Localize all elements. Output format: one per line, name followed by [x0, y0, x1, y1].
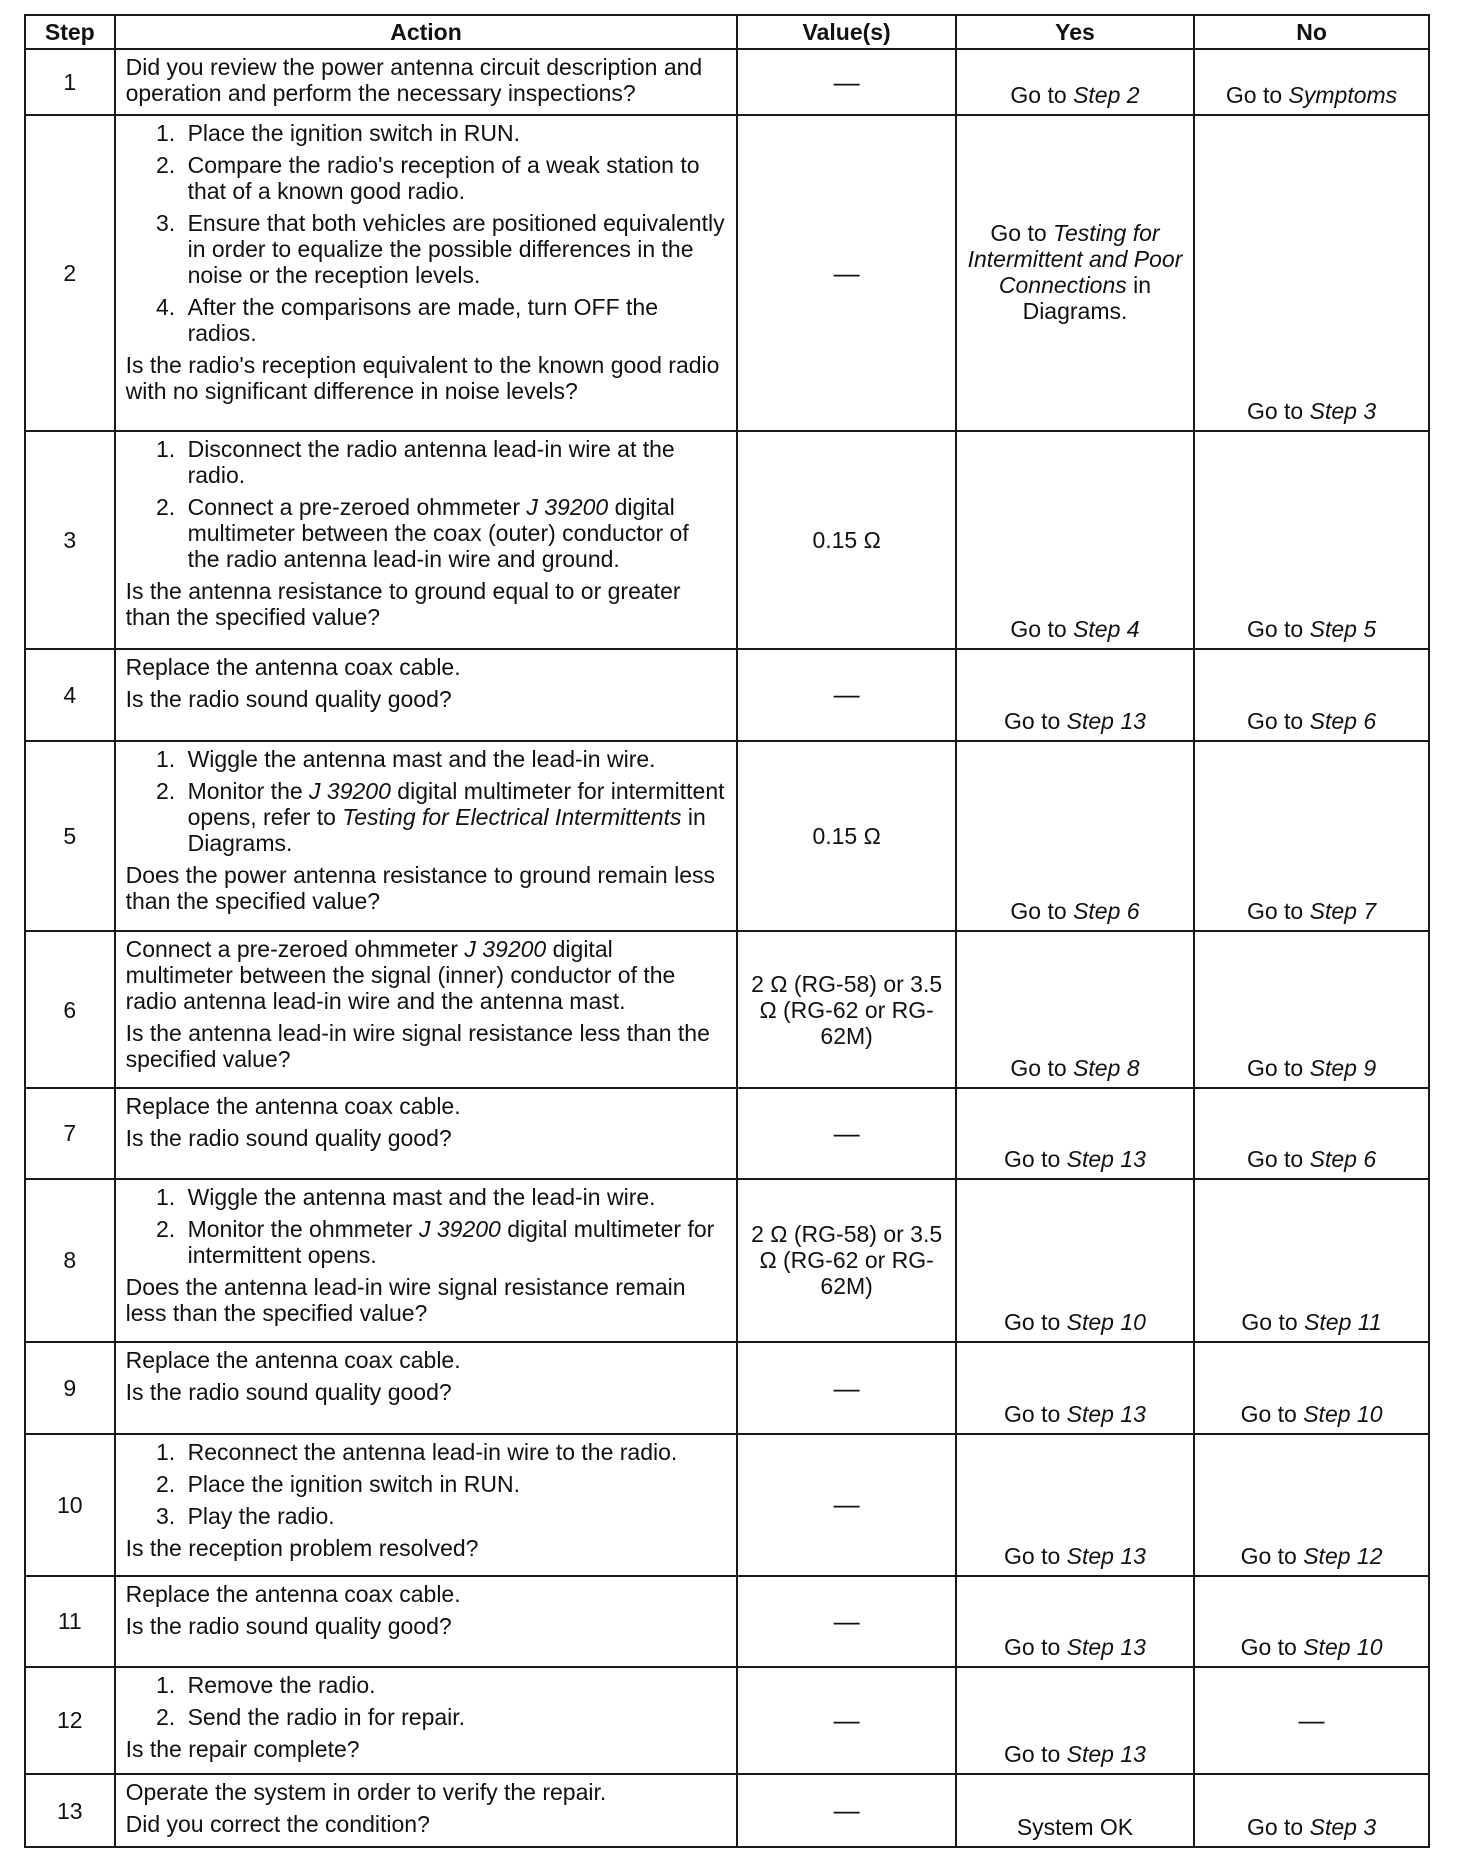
no-step-link[interactable]: Step 6 [1309, 707, 1377, 734]
yes-cell [956, 49, 1194, 115]
no-symptoms-link[interactable]: Symptoms [1288, 82, 1398, 109]
value-cell [737, 1179, 956, 1342]
table-row [25, 1179, 1429, 1342]
value-cell [737, 1667, 956, 1774]
table-row [25, 115, 1429, 430]
no-cell [1194, 1088, 1429, 1179]
yes-step-link[interactable]: Step 6 [1073, 898, 1140, 925]
yes-step-link[interactable]: Step 13 [1066, 707, 1146, 734]
step-number: 9 [25, 1342, 115, 1434]
yes-system-ok: System OK [1016, 1814, 1134, 1840]
yes-step-link[interactable]: Step 13 [1066, 1741, 1146, 1767]
yes-prefix: Go to [1004, 1146, 1067, 1172]
yes-prefix: Go to [1004, 707, 1067, 734]
action-question: Is the radio sound quality good? [125, 686, 452, 713]
action-step-item: 1. Wiggle the antenna mast and the lead-in wire. [182, 746, 727, 772]
action-step-item: 1. Wiggle the antenna mast and the lead-in wire. [182, 1184, 727, 1210]
value-text: — [833, 1489, 860, 1520]
value-cell [737, 1434, 956, 1576]
header-no: No [1194, 15, 1429, 49]
action-steps-list [126, 120, 727, 346]
yes-cell [956, 1179, 1194, 1342]
step-number: 5 [25, 741, 115, 932]
item-text: digital multimeter between the signal (inner) conductor of the radio antenna lead-in wire and the antenna mast. [125, 936, 676, 1015]
action-instruction [126, 936, 727, 1014]
action-cell [115, 1342, 738, 1434]
yes-step-link[interactable]: Step 10 [1066, 1308, 1146, 1335]
yes-prefix: Go to [990, 220, 1054, 247]
header-row [25, 15, 1429, 49]
step-number: 4 [25, 649, 115, 740]
no-cell [1194, 431, 1429, 650]
step-number: 11 [25, 1576, 115, 1667]
value-cell [737, 741, 956, 932]
action-cell [115, 741, 738, 932]
action-steps-list [126, 1672, 727, 1730]
action-question: Is the antenna resistance to ground equal to or greater than the specified value? [125, 577, 681, 630]
action-steps-list [126, 1184, 727, 1268]
value-text: 2 Ω (RG-58) or 3.5 Ω (RG-62 or RG-62M) [751, 970, 943, 1049]
yes-step-link[interactable]: Step 13 [1066, 1542, 1146, 1569]
item-text: digital multimeter for intermittent opens. [187, 1216, 715, 1268]
action-question: Is the radio sound quality good? [125, 1124, 452, 1151]
yes-step-link[interactable]: Step 13 [1066, 1633, 1146, 1660]
table-row [25, 49, 1429, 115]
action-cell [115, 931, 738, 1088]
action-question: Does the power antenna resistance to ground remain less than the specified value? [125, 861, 715, 914]
yes-suffix: in Diagrams. [1022, 272, 1152, 325]
no-step-link[interactable]: Step 3 [1309, 397, 1377, 424]
no-step-link[interactable]: Step 10 [1303, 1401, 1383, 1428]
table-row [25, 1434, 1429, 1576]
no-cell [1194, 931, 1429, 1088]
no-prefix: Go to [1246, 1054, 1310, 1081]
step-number: 3 [25, 431, 115, 650]
action-question: Is the reception problem resolved? [125, 1535, 479, 1562]
no-step-link[interactable]: Step 11 [1304, 1308, 1382, 1335]
value-cell [737, 1088, 956, 1179]
no-prefix: Go to [1241, 1308, 1305, 1335]
table-row [25, 1342, 1429, 1434]
action-instruction: Operate the system in order to verify the repair. [125, 1779, 607, 1805]
yes-cell [956, 1774, 1194, 1847]
yes-step-link[interactable]: Step 13 [1066, 1146, 1146, 1172]
table-row [25, 649, 1429, 740]
testing-reference-link[interactable]: Testing for Electrical Intermittents [342, 803, 682, 830]
yes-step-link[interactable]: Step 8 [1073, 1054, 1140, 1081]
yes-prefix: Go to [1004, 1308, 1067, 1335]
action-cell [115, 649, 738, 740]
action-step-item: 4. After the comparisons are made, turn OFF the radios. [182, 294, 727, 346]
action-step-item: 1. Reconnect the antenna lead-in wire to the radio. [182, 1439, 727, 1465]
item-text: Connect a pre-zeroed ohmmeter [187, 493, 527, 520]
value-cell [737, 1576, 956, 1667]
no-cell [1194, 1179, 1429, 1342]
header-yes: Yes [956, 15, 1194, 49]
value-text: — [833, 257, 860, 288]
action-question: Is the radio sound quality good? [125, 1378, 452, 1405]
no-prefix: Go to [1246, 616, 1310, 643]
value-text: 0.15 Ω [812, 822, 881, 849]
tool-reference: J 39200 [309, 777, 391, 804]
action-steps-list [126, 746, 727, 856]
yes-prefix: Go to [1004, 1633, 1067, 1660]
action-question: Does the antenna lead-in wire signal resistance remain less than the specified value? [125, 1274, 686, 1326]
no-cell [1194, 1576, 1429, 1667]
yes-cell [956, 1576, 1194, 1667]
table-row [25, 1088, 1429, 1179]
item-text: Monitor the [187, 777, 310, 804]
action-cell [115, 115, 738, 430]
action-step-item [182, 494, 727, 572]
action-step-item: 3. Play the radio. [182, 1503, 727, 1529]
value-cell [737, 649, 956, 740]
action-question: Did you review the power antenna circuit description and operation and perform the necessary inspections? [125, 54, 703, 106]
no-cell [1194, 1342, 1429, 1434]
yes-step-link[interactable]: Step 4 [1073, 616, 1140, 643]
action-instruction: Replace the antenna coax cable. [125, 1580, 461, 1607]
action-cell [115, 1434, 738, 1576]
item-text: digital multimeter for intermittent opens, refer to [187, 777, 725, 830]
action-cell [115, 1774, 738, 1847]
action-steps-list [126, 1439, 727, 1529]
action-cell [115, 1576, 738, 1667]
yes-cell [956, 431, 1194, 650]
header-action: Action [115, 15, 738, 49]
value-text: — [833, 1605, 860, 1636]
action-question: Is the antenna lead-in wire signal resistance less than the specified value? [125, 1020, 710, 1073]
no-cell [1194, 49, 1429, 115]
no-step-link[interactable]: Step 7 [1309, 898, 1377, 925]
action-instruction: Replace the antenna coax cable. [125, 1346, 461, 1373]
yes-step-link[interactable]: Step 2 [1073, 82, 1140, 109]
yes-prefix: Go to [1010, 616, 1074, 643]
no-prefix: Go to [1246, 707, 1310, 734]
step-number: 12 [25, 1667, 115, 1774]
yes-cell [956, 1434, 1194, 1576]
yes-prefix: Go to [1004, 1542, 1067, 1569]
tool-reference: J 39200 [464, 936, 547, 963]
step-number: 7 [25, 1088, 115, 1179]
yes-prefix: Go to [1010, 82, 1074, 109]
no-cell [1194, 649, 1429, 740]
action-step-item: 2. Send the radio in for repair. [182, 1704, 727, 1730]
header-step: Step [25, 15, 115, 49]
action-question: Is the repair complete? [125, 1735, 360, 1762]
item-text: Connect a pre-zeroed ohmmeter [125, 936, 465, 963]
yes-prefix: Go to [1010, 1054, 1074, 1081]
action-cell [115, 1088, 738, 1179]
action-step-item: 1. Disconnect the radio antenna lead-in wire at the radio. [182, 436, 727, 488]
yes-cell [956, 741, 1194, 932]
value-cell [737, 49, 956, 115]
value-cell [737, 431, 956, 650]
value-cell [737, 1774, 956, 1847]
value-text: — [833, 1704, 860, 1735]
action-cell [115, 431, 738, 650]
action-instruction: Replace the antenna coax cable. [125, 654, 461, 681]
action-step-item [182, 778, 727, 856]
value-text: 0.15 Ω [812, 527, 881, 554]
action-step-item: 2. Compare the radio's reception of a weak station to that of a known good radio. [182, 152, 727, 204]
no-cell [1194, 1774, 1429, 1847]
yes-step-link[interactable]: Step 13 [1066, 1401, 1146, 1428]
no-cell [1194, 741, 1429, 932]
yes-prefix: Go to [1010, 898, 1074, 925]
action-steps-list [126, 436, 727, 572]
yes-cell [956, 1342, 1194, 1434]
table-row [25, 741, 1429, 932]
item-text: digital multimeter between the coax (outer) conductor of the radio antenna lead-in wire and ground. [187, 493, 689, 572]
value-cell [737, 115, 956, 430]
no-step-link[interactable]: Step 5 [1309, 616, 1377, 643]
tool-reference: J 39200 [418, 1216, 501, 1242]
no-prefix: Go to [1240, 1633, 1304, 1660]
step-number: 1 [25, 49, 115, 115]
action-question: Did you correct the condition? [125, 1811, 430, 1837]
action-step-item [182, 1216, 727, 1268]
yes-cell [956, 931, 1194, 1088]
table-row [25, 1774, 1429, 1847]
no-cell [1194, 115, 1429, 430]
action-step-item: 2. Place the ignition switch in RUN. [182, 1471, 727, 1497]
no-prefix: Go to [1246, 1814, 1310, 1840]
tool-reference: J 39200 [526, 493, 609, 520]
table-row [25, 931, 1429, 1088]
value-text: — [833, 66, 860, 97]
yes-prefix: Go to [1004, 1741, 1067, 1767]
value-text: — [833, 1372, 860, 1403]
value-cell [737, 1342, 956, 1434]
no-step-link[interactable]: Step 12 [1303, 1542, 1383, 1569]
no-step-link[interactable]: Step 9 [1309, 1054, 1377, 1081]
no-step-link[interactable]: Step 6 [1309, 1146, 1377, 1172]
diagnostic-table-sheet [24, 14, 1430, 1848]
value-text: — [833, 679, 860, 710]
table-row [25, 1576, 1429, 1667]
yes-cell [956, 1088, 1194, 1179]
step-number: 8 [25, 1179, 115, 1342]
yes-cell [956, 115, 1194, 430]
item-text: Monitor the ohmmeter [187, 1216, 419, 1242]
no-text: — [1298, 1704, 1325, 1735]
no-prefix: Go to [1246, 397, 1310, 424]
table-row [25, 431, 1429, 650]
no-prefix: Go to [1246, 898, 1310, 925]
table-row [25, 1667, 1429, 1774]
no-step-link[interactable]: Step 3 [1309, 1814, 1377, 1840]
action-cell [115, 49, 738, 115]
header-values: Value(s) [737, 15, 956, 49]
no-prefix: Go to [1225, 82, 1289, 109]
action-cell [115, 1667, 738, 1774]
yes-prefix: Go to [1004, 1401, 1067, 1428]
action-step-item: 1. Place the ignition switch in RUN. [182, 120, 727, 146]
action-question: Is the radio sound quality good? [125, 1612, 452, 1639]
diagnostic-table [24, 14, 1430, 1848]
step-number: 10 [25, 1434, 115, 1576]
yes-cell [956, 1667, 1194, 1774]
action-instruction: Replace the antenna coax cable. [125, 1092, 461, 1119]
step-number: 13 [25, 1774, 115, 1847]
action-step-item: 3. Ensure that both vehicles are positioned equivalently in order to equalize the possible differences in the noise or the reception levels. [182, 210, 727, 288]
step-number: 6 [25, 931, 115, 1088]
action-cell [115, 1179, 738, 1342]
no-step-link[interactable]: Step 10 [1303, 1633, 1383, 1660]
action-question: Is the radio's reception equivalent to the known good radio with no significant difference in noise levels? [125, 352, 720, 405]
value-cell [737, 931, 956, 1088]
no-cell [1194, 1434, 1429, 1576]
step-number: 2 [25, 115, 115, 430]
yes-cell [956, 649, 1194, 740]
value-text: — [833, 1795, 860, 1825]
yes-testing-link[interactable]: Testing for Intermittent and Poor Connections [967, 220, 1183, 299]
value-text: 2 Ω (RG-58) or 3.5 Ω (RG-62 or RG-62M) [751, 1221, 943, 1300]
no-prefix: Go to [1240, 1401, 1304, 1428]
no-cell [1194, 1667, 1429, 1774]
value-text: — [833, 1117, 860, 1148]
no-prefix: Go to [1240, 1542, 1304, 1569]
item-text: in Diagrams. [187, 803, 706, 856]
no-prefix: Go to [1246, 1146, 1310, 1172]
action-step-item: 1. Remove the radio. [182, 1672, 727, 1698]
